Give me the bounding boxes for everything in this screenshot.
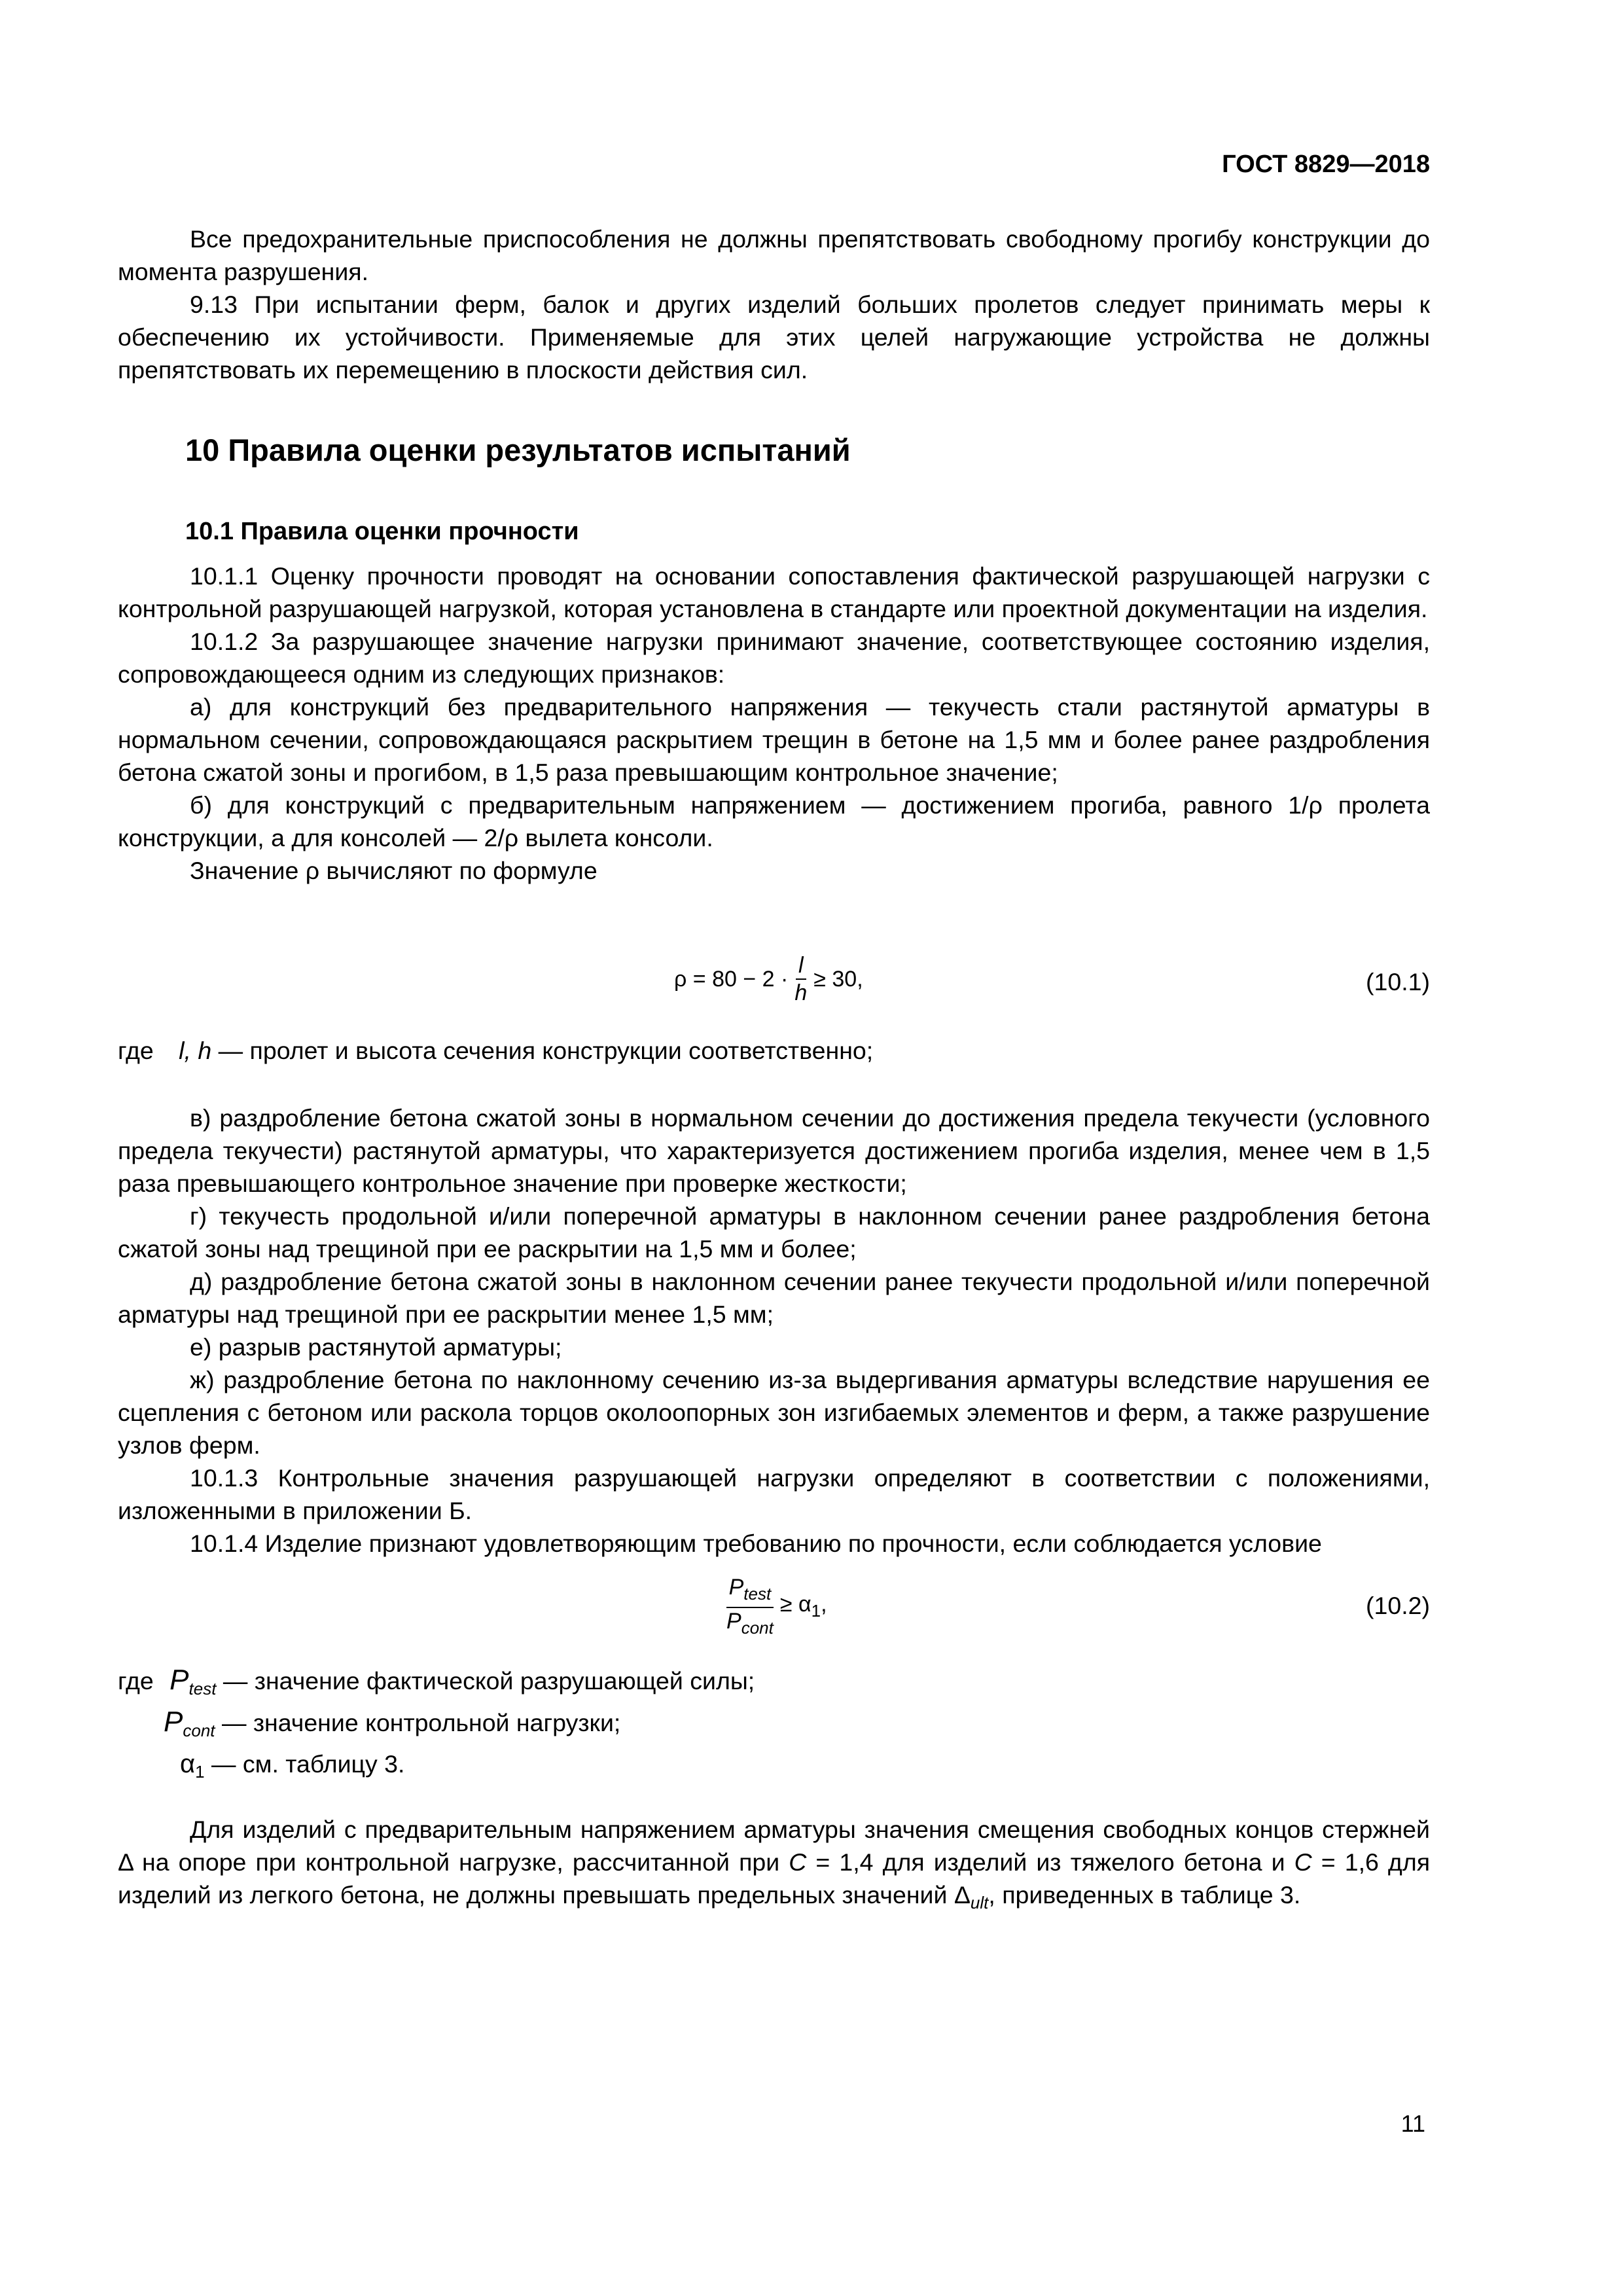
equation-number: (10.1) [1366, 968, 1430, 996]
formula-10-2 [720, 1574, 827, 1641]
paragraph: Значение ρ вычисляют по формуле [190, 857, 597, 884]
formula-lhs: ρ = 80 − 2 · [674, 967, 789, 992]
where-prefix: где [118, 1037, 154, 1064]
where-line: $P_{cont}$ — значение контрольной нагрузки; [164, 1706, 621, 1740]
where-line: $\alpha_1$ — см. таблицу 3. [180, 1749, 405, 1782]
paragraph: 10.1.4 Изделие признают удовлетворяющим требованию по прочности, если соблюдается условие [190, 1530, 1322, 1557]
body-text-block-3 [118, 1813, 1430, 1919]
fraction-denominator: h [794, 980, 808, 1005]
body-text-block-1 [118, 560, 1430, 887]
paragraph: ж) раздробление бетона по наклонному сечению из-за выдергивания арматуры вследствие нарушения ее сцепления с бетоном или раскола торцов околоопорных зон изгибаемых элементов и ферм, а также разрушение узлов ферм. [118, 1366, 1430, 1459]
fraction-numerator: l [796, 952, 806, 980]
paragraph: е) разрыв растянутой арматуры; [190, 1333, 562, 1361]
formula-rhs: ≥ 30, [813, 967, 863, 992]
where-variables: l, h [179, 1037, 212, 1064]
paragraph: 10.1.1 Оценку прочности проводят на основании сопоставления фактической разрушающей нагрузки с контрольной разрушающей нагрузкой, которая установлена в стандарте или проектной документации на изделия. [118, 562, 1430, 622]
subsection-heading: 10.1 Правила оценки прочности [185, 518, 579, 545]
where-description: — пролет и высота сечения конструкции соответственно; [218, 1037, 874, 1064]
where-description: — значение фактической разрушающей силы; [223, 1667, 755, 1695]
equation-number: (10.2) [1366, 1592, 1430, 1619]
standard-code-header: ГОСТ 8829—2018 [1222, 151, 1430, 178]
paragraph: а) для конструкций без предварительного напряжения — текучесть стали растянутой арматуры в нормальном сечении, сопровождающаяся раскрытием трещин в бетоне на 1,5 мм и более ранее раздробления бетона сжатой зоны и прогибом, в 1,5 раза превышающим контрольное значение; [118, 693, 1430, 786]
paragraph: 10.1.2 За разрушающее значение нагрузки принимают значение, соответствующее состоянию изделия, сопровождающееся одним из следующих признаков: [118, 628, 1430, 688]
formula-10-1 [674, 952, 863, 1006]
where-clause-1 [118, 1034, 873, 1067]
formula-fraction [724, 1574, 776, 1641]
section-heading: 10 Правила оценки результатов испытаний [185, 433, 851, 467]
formula-fraction [792, 952, 810, 1006]
where-description: — см. таблицу 3. [211, 1750, 405, 1778]
paragraph: г) текучесть продольной и/или поперечной арматуры в наклонном сечении ранее раздробления бетона сжатой зоны над трещиной при ее раскрытии на 1,5 мм и более; [118, 1202, 1430, 1263]
paragraph: Для изделий с предварительным напряжением арматуры значения смещения свободных концов стержней Δ на опоре при контрольной нагрузке, рассчитанной при C = 1,4 для изделий из тяжелого бетона и C = 1,6 для изделий из легкого бетона, не должны превышать предельных значений $\Delta_{ult}$, приведенных в таблице 3. [118, 1816, 1431, 1912]
fraction-denominator: $P_{cont}$ [726, 1609, 774, 1638]
paragraph: в) раздробление бетона сжатой зоны в нормальном сечении до достижения предела текучести (условного предела текучести) растянутой арматуры, что характеризуется достижением прогиба изделия, менее чем в 1,5 раза превышающего контрольное значение при проверке жесткости; [118, 1104, 1430, 1197]
page-number: 11 [1400, 2110, 1425, 2137]
top-text-block [118, 223, 1430, 386]
formula-rhs: ≥ $\alpha_1$, [779, 1592, 827, 1621]
paragraph: 10.1.3 Контрольные значения разрушающей нагрузки определяют в соответствии с положениями, изложенными в приложении Б. [118, 1464, 1430, 1524]
where-line: где $P_{test}$ — значение фактической разрушающей силы; [118, 1664, 755, 1698]
fraction-numerator: $P_{test}$ [726, 1574, 774, 1608]
paragraph: б) для конструкций с предварительным напряжением — достижением прогиба, равного 1/ρ пролета конструкции, а для консолей — 2/ρ вылета консоли. [118, 791, 1430, 852]
body-text-block-2 [118, 1102, 1430, 1560]
where-description: — значение контрольной нагрузки; [221, 1709, 621, 1736]
paragraph: 9.13 При испытании ферм, балок и других изделий больших пролетов следует принимать меры к обеспечению их устойчивости. Применяемые для этих целей нагружающие устройства не должны препятствовать их перемещению в плоскости действия сил. [118, 291, 1430, 384]
paragraph: Все предохранительные приспособления не должны препятствовать свободному прогибу конструкции до момента разрушения. [118, 225, 1430, 285]
paragraph: д) раздробление бетона сжатой зоны в наклонном сечении ранее текучести продольной и/или поперечной арматуры над трещиной при ее раскрытии менее 1,5 мм; [118, 1268, 1430, 1328]
